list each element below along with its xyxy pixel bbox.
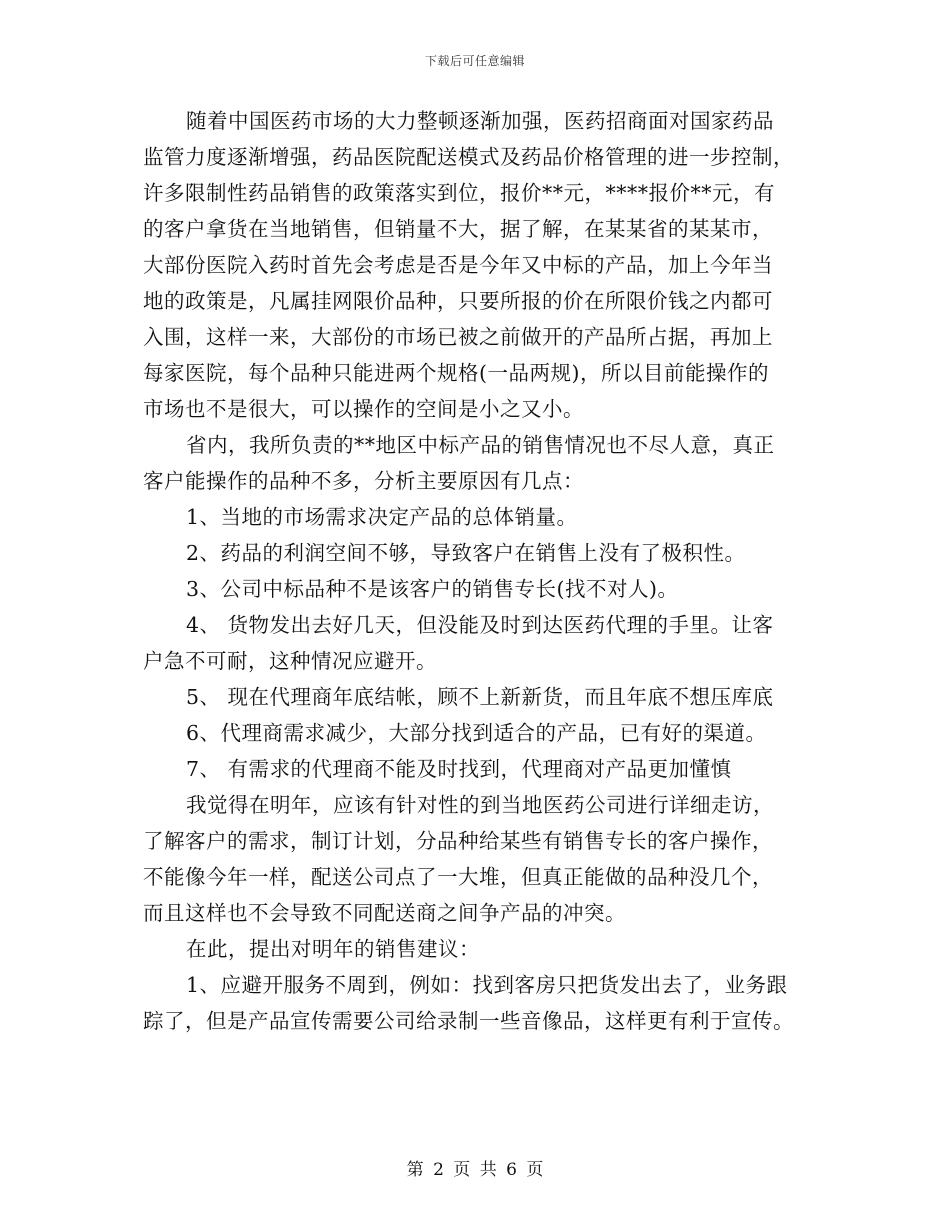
paragraph-line: 大部份医院入药时首先会考虑是否是今年又中标的产品，加上今年当: [143, 253, 773, 277]
paragraph-line: 了解客户的需求，制订计划，分品种给某些有销售专长的客户操作，: [143, 829, 773, 853]
paragraph-line: 监管力度逐渐增强，药品医院配送模式及药品价格管理的进一步控制，: [143, 145, 794, 169]
list-item: 1、应避开服务不周到，例如：找到客房只把货发出去了，业务跟: [186, 973, 788, 997]
paragraph-line: 市场也不是很大，可以操作的空间是小之又小。: [143, 397, 584, 421]
page-footer: 第 2 页 共 6 页: [406, 1160, 544, 1180]
paragraph-line: 许多限制性药品销售的政策落实到位，报价**元，****报价**元，有: [143, 181, 775, 205]
list-item: 1、当地的市场需求决定产品的总体销量。: [186, 505, 578, 529]
document-body: [143, 103, 811, 1039]
page-header: 下载后可任意编辑: [424, 54, 525, 68]
paragraph-line: 我觉得在明年，应该有针对性的到当地医药公司进行详细走访，: [186, 793, 774, 817]
list-item-continuation: 踪了，但是产品宣传需要公司给录制一些音像品，这样更有利于宣传。: [143, 1009, 794, 1033]
list-item: 6、代理商需求减少，大部分找到适合的产品，已有好的渠道。: [186, 721, 767, 745]
list-item: 7、 有需求的代理商不能及时找到，代理商对产品更加懂慎: [186, 757, 732, 781]
list-item: 2、药品的利润空间不够，导致客户在销售上没有了极积性。: [186, 541, 746, 565]
paragraph-line: 地的政策是，凡属挂网限价品种，只要所报的价在所限价钱之内都可: [143, 289, 773, 313]
list-item-continuation: 户急不可耐，这种情况应避开。: [143, 649, 437, 673]
paragraph-line: 在此，提出对明年的销售建议：: [186, 937, 480, 961]
paragraph-line: 每家医院，每个品种只能进两个规格(一品两规)，所以目前能操作的: [143, 361, 769, 385]
paragraph-line: 入围，这样一来，大部份的市场已被之前做开的产品所占据，再加上: [143, 325, 773, 349]
list-item: 3、公司中标品种不是该客户的销售专长(找不对人)。: [186, 577, 679, 601]
paragraph-line: 而且这样也不会导致不同配送商之间争产品的冲突。: [143, 901, 626, 925]
paragraph-line: 不能像今年一样，配送公司点了一大堆，但真正能做的品种没几个，: [143, 865, 773, 889]
list-item: 4、 货物发出去好几天，但没能及时到达医药代理的手里。让客: [186, 613, 774, 637]
paragraph-line: 省内，我所负责的**地区中标产品的销售情况也不尽人意，真正: [186, 433, 775, 457]
paragraph-line: 客户能操作的品种不多，分析主要原因有几点：: [143, 469, 584, 493]
paragraph-line: 随着中国医药市场的大力整顿逐渐加强，医药招商面对国家药品: [186, 109, 774, 133]
paragraph-line: 的客户拿货在当地销售，但销量不大，据了解，在某某省的某某市，: [143, 217, 773, 241]
list-item: 5、 现在代理商年底结帐，顾不上新新货，而且年底不想压库底: [186, 685, 774, 709]
